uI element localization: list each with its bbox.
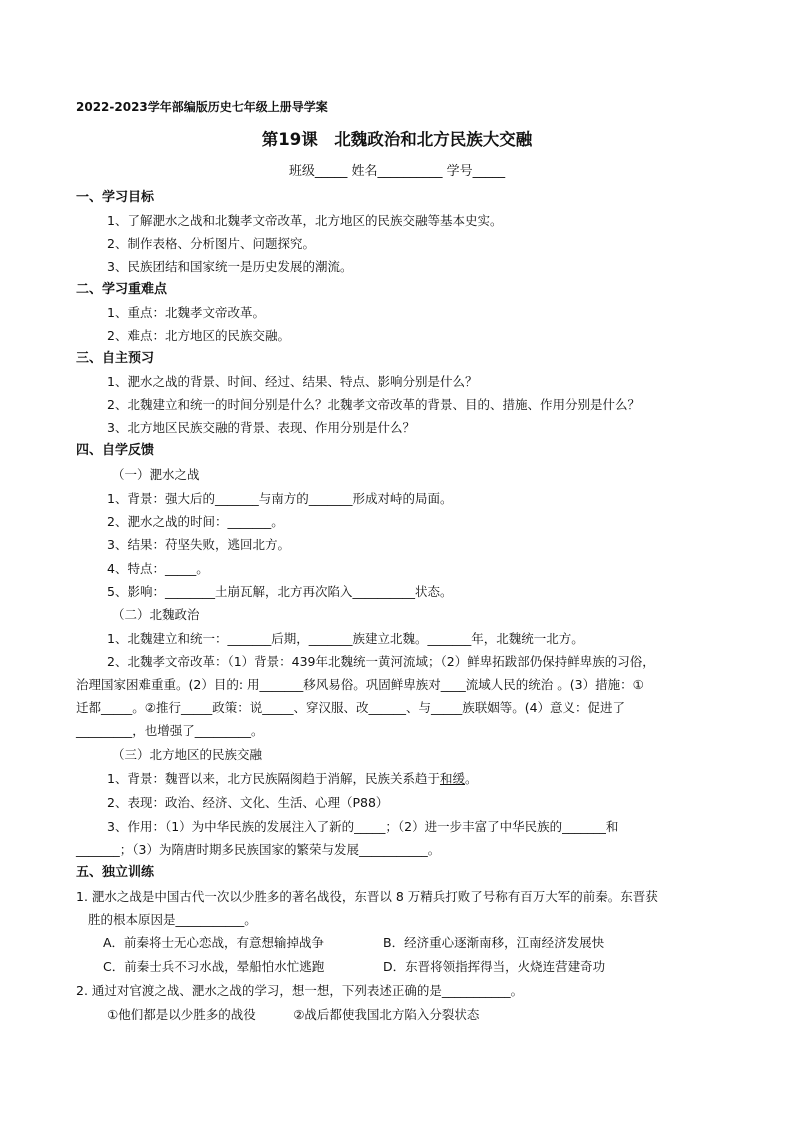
key-point-1: 1、重点：北魏孝文帝改革。 (107, 305, 265, 320)
subheading-feishui: （一）淝水之战 (112, 467, 200, 482)
section-heading-preview: 三、自主预习 (76, 351, 155, 366)
document-header: 2022-2023学年部编版历史七年级上册导学案 (76, 100, 328, 114)
integration-answer-hehuan: 和缓 (439, 771, 465, 786)
question-1-line-1: 1. 淝水之战是中国古代一次以少胜多的著名战役，东晋以 8 万精兵打败了号称有百万大军的前秦。东晋获 (76, 889, 658, 904)
objective-1: 1、了解淝水之战和北魏孝文帝改革，北方地区的民族交融等基本史实。 (107, 213, 503, 228)
objective-3: 3、民族团结和国家统一是历史发展的潮流。 (107, 259, 353, 274)
feishui-item-4: 4、特点：_____。 (107, 561, 209, 576)
question-1-option-d: D．东晋将领指挥得当，火烧连营建奇功 (383, 959, 606, 974)
northern-wei-item-2a: 2、北魏孝文帝改革：（1）背景：439年北魏统一黄河流域；（2）鲜卑拓跋部仍保持鲜卑族的习俗， (107, 654, 655, 669)
integration-item-3b: _______；（3）为隋唐时期多民族国家的繁荣与发展___________。 (76, 842, 441, 857)
question-1-option-a: A．前秦将士无心恋战，有意想输掉战争 (103, 935, 325, 950)
key-point-2: 2、难点：北方地区的民族交融。 (107, 328, 290, 343)
integration-item-2: 2、表现：政治、经济、文化、生活、心理（P88） (107, 795, 389, 810)
question-1-option-c: C．前秦士兵不习水战，晕船怕水忙逃跑 (103, 959, 325, 974)
feishui-item-5: 5、影响：________土崩瓦解，北方再次陷入__________状态。 (107, 584, 453, 599)
question-2-statements: ①他们都是以少胜多的战役 ②战后都使我国北方陷入分裂状态 (107, 1007, 480, 1022)
integration-item-1-text: 1、背景：魏晋以来，北方民族隔阂趋于消解，民族关系趋于 (107, 771, 440, 786)
northern-wei-item-2d: _________，也增强了_________。 (76, 723, 264, 738)
feishui-item-1: 1、背景：强大后的_______与南方的_______形成对峙的局面。 (107, 491, 453, 506)
question-1-option-b: B．经济重心逐渐南移，江南经济发展快 (383, 935, 605, 950)
integration-item-1-end: 。 (464, 771, 478, 786)
preview-question-1: 1、淝水之战的背景、时间、经过、结果、特点、影响分别是什么？ (107, 374, 478, 389)
lesson-title: 第19课 北魏政治和北方民族大交融 (261, 130, 533, 149)
northern-wei-item-1: 1、北魏建立和统一：_______后期，_______族建立北魏。_______年，北魏统一北方。 (107, 631, 584, 646)
objective-2: 2、制作表格、分析图片、问题探究。 (107, 236, 315, 251)
section-heading-key-points: 二、学习重难点 (76, 282, 168, 297)
subheading-northern-wei: （二）北魏政治 (112, 607, 200, 622)
northern-wei-item-2c: 迁都_____。②推行_____政策：说_____、穿汉服、改______、与_____族联姻等。(4）意义：促进了 (76, 700, 626, 715)
question-1-line-2: 胜的根本原因是___________。 (88, 912, 257, 927)
section-heading-feedback: 四、自学反馈 (76, 443, 155, 458)
question-2-line-1: 2. 通过对官渡之战、淝水之战的学习，想一想，下列表述正确的是___________。 (76, 983, 524, 998)
integration-item-3a: 3、作用：（1）为中华民族的发展注入了新的_____；（2）进一步丰富了中华民族的_______和 (107, 819, 619, 834)
subheading-ethnic-integration: （三）北方地区的民族交融 (112, 747, 263, 762)
preview-question-3: 3、北方地区民族交融的背景、表现、作用分别是什么？ (107, 420, 415, 435)
section-heading-objectives: 一、学习目标 (76, 190, 155, 205)
feishui-item-3: 3、结果：苻坚失败，逃回北方。 (107, 537, 290, 552)
student-info-line: 班级_____ 姓名__________ 学号_____ (288, 164, 506, 179)
integration-item-1 (107, 771, 478, 787)
section-heading-practice: 五、独立训练 (76, 865, 155, 880)
feishui-item-2: 2、淝水之战的时间：_______。 (107, 514, 284, 529)
preview-question-2: 2、北魏建立和统一的时间分别是什么？北魏孝文帝改革的背景、目的、措施、作用分别是什么？ (107, 397, 640, 412)
northern-wei-item-2b: 治理国家困难重重。(2）目的: 用_______移风易俗。巩固鲜卑族对____流域人民的统治 。(3）措施：① (76, 677, 644, 692)
